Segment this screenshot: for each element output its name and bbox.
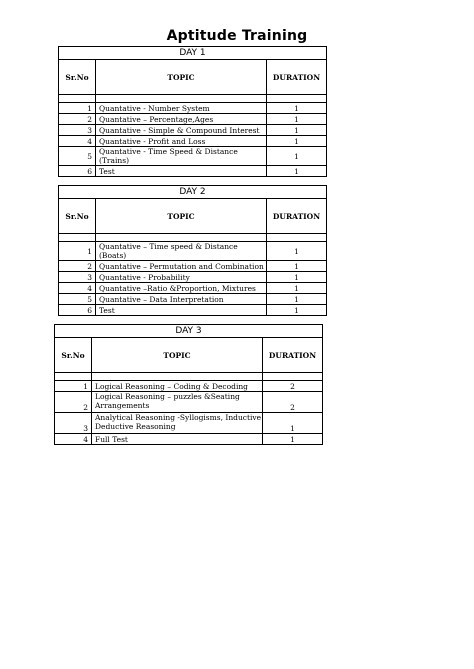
table-row [59, 125, 327, 136]
row-topic: Quantative – Percentage,Ages [96, 114, 267, 125]
row-number: 2 [55, 392, 92, 413]
row-topic: Quantative - Profit and Loss [96, 136, 267, 147]
row-topic: Quantative – Time speed & Distance (Boats) [96, 242, 267, 261]
row-duration: 1 [267, 242, 327, 261]
row-duration: 1 [263, 413, 323, 434]
row-number: 6 [59, 305, 96, 316]
row-number: 3 [59, 272, 96, 283]
srno-header: Sr.No [59, 60, 96, 95]
topic-header: TOPIC [96, 60, 267, 95]
row-topic: Quantative - Number System [96, 103, 267, 114]
srno-header: Sr.No [55, 338, 92, 373]
row-duration: 1 [267, 283, 327, 294]
row-topic: Quantative - Time Speed & Distance (Trains) [96, 147, 267, 166]
row-number: 1 [59, 103, 96, 114]
table-row [59, 147, 327, 166]
table-row [55, 381, 323, 392]
row-number: 4 [59, 136, 96, 147]
row-number: 1 [59, 242, 96, 261]
row-duration: 1 [267, 305, 327, 316]
table-row [59, 136, 327, 147]
table-row [59, 166, 327, 177]
topic-header: TOPIC [92, 338, 263, 373]
row-topic: Quantative - Probability [96, 272, 267, 283]
day-label: DAY 3 [55, 325, 323, 338]
row-number: 4 [59, 283, 96, 294]
row-number: 6 [59, 166, 96, 177]
table-row [59, 283, 327, 294]
row-duration: 2 [263, 392, 323, 413]
row-topic: Quantative – Data Interpretation [96, 294, 267, 305]
row-topic: Quantative - Simple & Compound Interest [96, 125, 267, 136]
duration-header: DURATION [267, 199, 327, 234]
day-label: DAY 1 [59, 47, 327, 60]
row-number: 1 [55, 381, 92, 392]
table-row [59, 103, 327, 114]
row-duration: 1 [267, 272, 327, 283]
row-number: 5 [59, 294, 96, 305]
row-topic: Logical Reasoning – Coding & Decoding [92, 381, 263, 392]
row-number: 5 [59, 147, 96, 166]
page-title: Aptitude Training [166, 28, 308, 44]
day-3-table [54, 324, 323, 445]
table-row [59, 305, 327, 316]
day-label: DAY 2 [59, 186, 327, 199]
table-row [55, 392, 323, 413]
row-duration: 1 [267, 147, 327, 166]
day-1-table [58, 46, 327, 177]
row-duration: 1 [267, 114, 327, 125]
row-duration: 1 [267, 103, 327, 114]
table-row [59, 114, 327, 125]
row-number: 4 [55, 434, 92, 445]
table-row [55, 434, 323, 445]
row-topic: Full Test [92, 434, 263, 445]
row-topic: Quantative – Permutation and Combination [96, 261, 267, 272]
table-row [55, 413, 323, 434]
duration-header: DURATION [267, 60, 327, 95]
row-duration: 1 [267, 294, 327, 305]
row-number: 2 [59, 114, 96, 125]
table-row [59, 242, 327, 261]
row-duration: 2 [263, 381, 323, 392]
row-number: 3 [59, 125, 96, 136]
topic-header: TOPIC [96, 199, 267, 234]
row-topic: Analytical Reasoning -Syllogisms, Inductive Deductive Reasoning [92, 413, 263, 434]
srno-header: Sr.No [59, 199, 96, 234]
table-row [59, 272, 327, 283]
duration-header: DURATION [263, 338, 323, 373]
row-number: 2 [59, 261, 96, 272]
day-2-table [58, 185, 327, 316]
row-duration: 1 [267, 166, 327, 177]
row-duration: 1 [267, 136, 327, 147]
row-duration: 1 [267, 125, 327, 136]
row-topic: Test [96, 166, 267, 177]
row-duration: 1 [263, 434, 323, 445]
row-number: 3 [55, 413, 92, 434]
row-topic: Test [96, 305, 267, 316]
row-duration: 1 [267, 261, 327, 272]
table-row [59, 294, 327, 305]
row-topic: Quantative –Ratio &Proportion, Mixtures [96, 283, 267, 294]
row-topic: Logical Reasoning – puzzles &Seating Arrangements [92, 392, 263, 413]
table-row [59, 261, 327, 272]
